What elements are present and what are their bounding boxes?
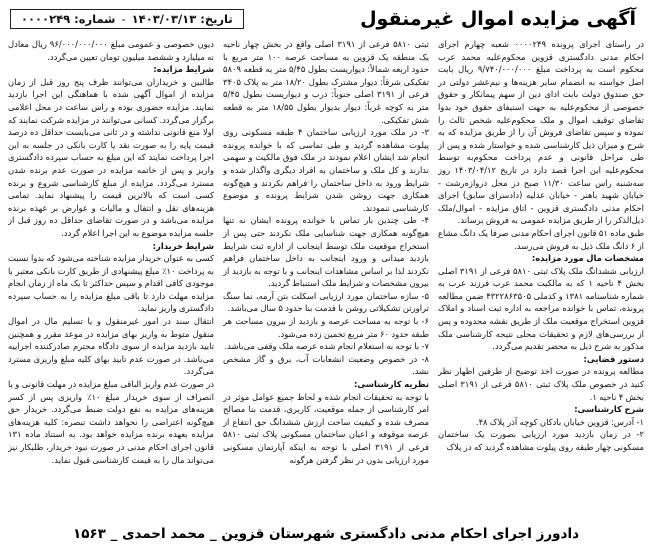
date-number-bar: [10, 9, 244, 29]
body-paragraph: ۱- آدرس: قزوین خیابان بادکان کوچه آذر پلاک ۴۸.: [475, 416, 644, 427]
notice-title: آگهی مزایده اموال غیرمنقول: [360, 8, 636, 30]
section-heading: نظریه کارشناسی:: [353, 379, 429, 390]
body-paragraph: با توجه به تحقیقات انجام شده و لحاظ جمیع عوامل موثر در امر کارشناسی از جمله موقعیت، کاربری، قدمت بنا مصالح مصرف شده و کیفیت ساخت ارزش ششدانگ حق انتفاع از عرصه موقوفه و اعیان ساختمان مسکونی پلاک ثبتی ۵۸۱۰ فرعی از ۳۱۹۱ اصلی با توجه به اینکه آپارتمان مسکونی مورد ارزیابی بدون در نظر گرفتن هرگونه: [223, 391, 429, 465]
body-paragraph: ۲- در زمان بازدید مورد ارزیابی بصورت یک ساختمان مسکونی چهار طبقه روی پیلوت مشاهده گردید که در پلاک: [438, 429, 644, 452]
notice-header: [10, 4, 642, 34]
body-paragraph: طالبین و خریداران می‌توانند ظرف پنج روز قبل از زمان مزایده از اموال آگهی شده با هماهنگی این اجرا بازدید نمایند. مزایده حضوری بوده و راس ساعت در محل اعلامی برگزار می‌گردد. کسانی می‌توانند در مزایده شرکت نمایند که اولا منع قانونی نداشته و در ثانی می‌بایست حداقل ده درصد قیمت پایه را به صورت نقد یا کارت بانکی در جلسه به این اجرا پرداخت نمایند که این مبلغ به حساب سپرده دادگستری واریز و پس از خاتمه مزایده در صورت عدم برنده شدن مسترد می‌گردد. مزایده از مبلغ کارشناسی شروع و برنده کسی است که بالاترین قیمت را پیشنهاد نماید. تمامی هزینه‌های نقل و انتقال و مالیات و عوارض بر عهده برنده مزایده می‌باشد و در صورت تقاضای حداقل ده روز قبل از جلسه مزایده موضوع به این اجرا اعلام گردد.: [8, 76, 214, 238]
body-paragraph: ارزیابی ششدانگ ملک پلاک ثبتی ۵۸۱۰ فرعی از ۳۱۹۱ اصلی بخش ۴ ناحیه ۱ که به مالکیت محمد عرب فرزند عرب به شماره شناسنامه ۱۳۸۱ و کدملی ۴۳۲۲۸۶۳۵۰۵ ضمن مطالعه پرونده، تماس با خوانده مراجعه به اداره ثبت اسناد و املاک قزوین استخراج موقعیت ملک از طریق نقشه محدوده و پس از بررسی‌های لازم و تحقیقات محلی نتیجه کارشناسی ملک مذکور به شرح ذیل به محضر تقدیم می‌گردد.: [438, 265, 644, 352]
body-paragraph: انتقال سند در امور غیرمنقول و یا تسلیم مال در اموال منقول متوط به واریز بهای مزایده در موعد مقرر و همچنین تایید بازدید مزایده از سوی دادگاه محترم صادرکننده اجراییه می‌باشد. در صورت عدم تایید بهای کلیه مبلغ واریزی مسترد می‌گردد.: [8, 316, 214, 377]
notice-date: تاریخ: ۱۴۰۳/۰۳/۱۳: [131, 12, 233, 26]
body-paragraph: طبق ماده ۵۱ قانون اجرای احکام مدنی صرفا یک دانگ مشاع از ۶ دانگ ملک ذیل به فروش می‌رسد.: [438, 227, 644, 251]
notice-body: [8, 38, 644, 508]
body-paragraph: مطالعه پرونده در صورت اخذ توضیح از طرفین اظهار نظر کنید در خصوص ملک پلاک ثبتی ۵۸۱۰ فرعی از ۳۱۹۱ اصلی بخش ۴ ناحیه ۱.: [438, 366, 644, 402]
section-heading: مشخصات مال مورد مزایده:: [531, 253, 644, 264]
body-paragraph: ثبتی ۵۸۱۰ فرعی از ۳۱۹۱ اصلی واقع در بخش چهار ناحیه یک منطقه یک قزوین به مساحت عرصه ۱۰۰ متر مربع با حدود اربعه شمالاً: دیواریست بطول ۵/۴۵ متر به قطعه ۵۸۰۹ تفکیکی شرقاً: دیوار مشترک بطول ۱۸/۲۰ متر به پلاک ۳۴۰۵ فرعی از ۳۱۹۱ اصلی جنوباً: درب و دیواریست بطول ۵/۴۵ متر به کوچه غرباً: دیوار بدیوار بطول ۱۸/۵۵ متر به قطعه شش تفکیکی.: [223, 39, 429, 125]
section-heading: شرح کارشناسی:: [574, 404, 644, 415]
body-paragraph: ۴- طی چندین بار تماس با خوانده پرونده ایشان نه تنها هیچ‌گونه همکاری جهت شناسایی ملک نکردند حتی پس از استخراج موقعیت ملک توسط اینجانب از اداره ثبت شرایط بازدید میدانی و ورود اینجانب به داخل ساختمان فراهم نکردند لذا بر اساس مشاهدات اینجانب و با توجه به بازدید از بیرون مشخصات و شرایط ملک استنباط گردید.: [223, 215, 429, 289]
column-left: [8, 38, 214, 508]
section-heading: دستور قضایی:: [583, 353, 644, 364]
body-paragraph: ۸- در خصوص وضعیت انشعابات آب، برق و گاز مشخص نشد.: [223, 353, 429, 377]
section-heading: شرایط مزایده:: [153, 64, 214, 75]
date-number-separator: -: [121, 12, 126, 26]
column-right: [438, 38, 644, 508]
section-heading: شرایط خریدار:: [152, 240, 214, 251]
body-paragraph: کسی به عنوان خریدار مزایده شناخته می‌شود که بدوا نسبت به پرداخت ۱۰٪ مبلغ پیشنهادی از طریق کارت بانکی معتبر با موجودی کافی اقدام و سپس حداکثر تا یک ماه از زمان انجام مزایده مهلت دارد تا باقی مبلغ مزایده را به حساب سپرده دادگستری واریز نماید.: [8, 253, 214, 314]
body-paragraph: ۶- با توجه به مساحت عرصه و بازدید از بیرون مساحت هر طبقه حدود ۶۰ متر مربع تخمین زده می‌شود.: [223, 316, 429, 339]
column-middle: [223, 38, 429, 508]
notice-number: شماره: ۰۰۰۰۲۴۹: [21, 12, 116, 26]
body-paragraph: ۵- سازه ساختمان مورد ارزیابی اسکلت بتن آرمه، نما سنگ تراورتن تشکیلاتی روشن با قدمت بنا حدود ۵ سال می‌باشد.: [223, 290, 429, 314]
body-paragraph: دیون خصوصی و عمومی مبلغ ۹۶/۰۰۰/۰۰۰/۰۰۰ ریال معادل نه میلیارد و ششصد میلیون تومان تعیین می‌گردد.: [8, 39, 214, 62]
body-paragraph: ۳- در ملک مورد ارزیابی ساختمان ۴ طبقه مسکونی روی پیلوت مشاهده گردید و طی تماسی که با خوانده پرونده انجام شد ایشان اعلام نمودند در ملک فوق مالکیت و سهمی ندارند و کل ملک و ساختمان به افراد دیگری واگذار شده و شرایط ورود به داخل ساختمان را فراهم نکردند و هیچ‌گونه همکاری جهت روشن شدن شرایط پرونده و موضوع کارشناسی ننمودند.: [223, 127, 429, 213]
body-paragraph: در راستای اجرای پرونده ۰۰۰۰۲۴۹ شعبه چهارم اجرای احکام مدنی دادگستری قزوین محکوم‌علیه محمد عرب محکوم است به پرداخت مبلغ ۹/۷۴۰/۰۰۰/۰۰۰ ریال بابت اصل خواسته به انضمام سایر هزینه‌ها و نیم‌عشر دولتی در حق صندوق دولت بابت ادای دین از سهم پیمانکار و حقوق خصوصی از محکوم‌علیه به جهت استیفای حقوق خود بدوا تقاضای توقیف اموال و ملک محکوم‌علیه شخص ثالث را نموده و سپس تقاضای فروش آن را از طریق مزایده که به شرح و میزان ذیل کارشناسی شده و خواستار شده و پس از طی مراحل قانونی و عدم پرداخت محکوم‌به توسط محکوم‌علیه این اجرا قصد دارد در تاریخ ۱۴۰۳/۰۴/۱۲ روز سه‌شنبه راس ساعت ۱۱/۳۰ صبح در محل دروازه‌رشت - خیابان شهید باهنر - خیابان عدلیه (دادسرای سابق) اجرای احکام مدنی دادگستری قزوین - اتاق مزایده - اموال‌/ملک ذیل‌الذکر را از طریق مزایده عمومی به فروش برساند.: [438, 39, 644, 226]
body-paragraph: در صورت عدم واریز الباقی مبلغ مزایده در مهلت قانونی و یا انصراف از سوی خریدار مبلغ ۱۰٪ واریزی پس از کسر هزینه‌های مزایده به نفع دولت ضبط می‌گردد. خریدار حق هیچ‌گونه اعتراضی را نخواهد داشت تبصره: کلیه هزینه‌های مزایده بعهده برنده مزایده خواهد بود. به استناد ماده ۱۳۱ قانون اجرای احکام مدنی در صورت نبود خریدار، طلبکار نیز می‌تواند مال را به قیمت کارشناسی قبول نماید.: [8, 379, 214, 465]
notice-footer-signature: دادورز اجرای احکام مدنی دادگستری شهرستان قزوین _ محمد احمدی _ ۱۵۶۳: [72, 526, 580, 542]
body-paragraph: ۷- با توجه به استعلام انجام شده عرصه ملک وقفی می‌باشد.: [224, 341, 429, 352]
